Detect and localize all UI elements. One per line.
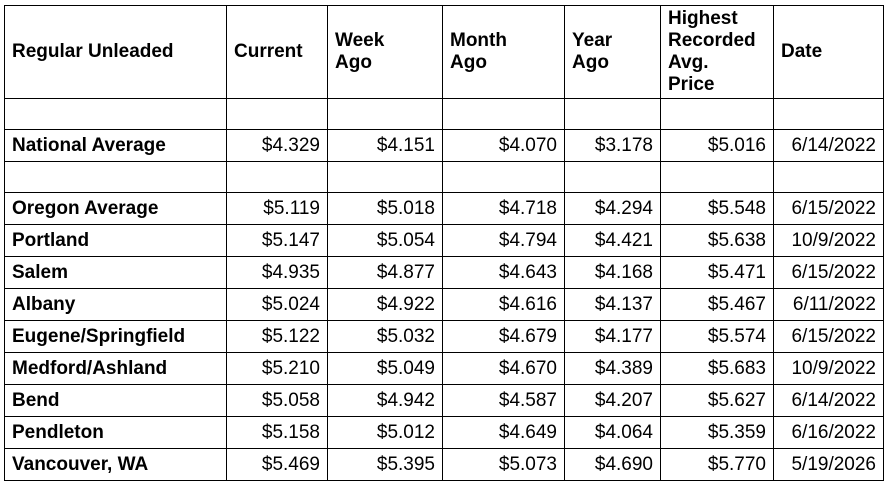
year-ago-price: $4.389 bbox=[565, 353, 661, 385]
month-ago-price: $4.649 bbox=[443, 417, 565, 449]
region-name: Bend bbox=[5, 385, 227, 417]
current-price: $5.058 bbox=[227, 385, 328, 417]
year-ago-price: $4.064 bbox=[565, 417, 661, 449]
header-date: Date bbox=[774, 6, 884, 99]
header-week-ago: Week Ago bbox=[328, 6, 443, 99]
highest-price: $5.359 bbox=[661, 417, 774, 449]
current-price: $5.469 bbox=[227, 449, 328, 481]
highest-price: $5.467 bbox=[661, 289, 774, 321]
region-name: Pendleton bbox=[5, 417, 227, 449]
month-ago-price: $4.616 bbox=[443, 289, 565, 321]
table-row bbox=[5, 417, 884, 449]
region-name: Medford/Ashland bbox=[5, 353, 227, 385]
month-ago-price: $4.670 bbox=[443, 353, 565, 385]
year-ago-price: $3.178 bbox=[565, 130, 661, 162]
current-price: $4.935 bbox=[227, 257, 328, 289]
highest-price: $5.770 bbox=[661, 449, 774, 481]
current-price: $5.024 bbox=[227, 289, 328, 321]
header-highest-recorded: Highest Recorded Avg. Price bbox=[661, 6, 774, 99]
year-ago-price: $4.207 bbox=[565, 385, 661, 417]
month-ago-price: $4.643 bbox=[443, 257, 565, 289]
month-ago-price: $4.070 bbox=[443, 130, 565, 162]
region-name: Oregon Average bbox=[5, 193, 227, 225]
current-price: $5.210 bbox=[227, 353, 328, 385]
year-ago-price: $4.177 bbox=[565, 321, 661, 353]
month-ago-price: $4.718 bbox=[443, 193, 565, 225]
year-ago-price: $4.421 bbox=[565, 225, 661, 257]
header-regular-unleaded: Regular Unleaded bbox=[5, 6, 227, 99]
week-ago-price: $5.018 bbox=[328, 193, 443, 225]
highest-date: 6/11/2022 bbox=[774, 289, 884, 321]
table-row bbox=[5, 289, 884, 321]
current-price: $5.147 bbox=[227, 225, 328, 257]
table-row bbox=[5, 449, 884, 481]
spacer-row bbox=[5, 99, 884, 130]
week-ago-price: $4.922 bbox=[328, 289, 443, 321]
week-ago-price: $5.032 bbox=[328, 321, 443, 353]
header-current: Current bbox=[227, 6, 328, 99]
year-ago-price: $4.690 bbox=[565, 449, 661, 481]
gas-price-table bbox=[4, 5, 884, 481]
month-ago-price: $4.679 bbox=[443, 321, 565, 353]
highest-date: 10/9/2022 bbox=[774, 225, 884, 257]
table-row bbox=[5, 193, 884, 225]
region-name: Portland bbox=[5, 225, 227, 257]
week-ago-price: $4.151 bbox=[328, 130, 443, 162]
highest-date: 5/19/2026 bbox=[774, 449, 884, 481]
week-ago-price: $4.942 bbox=[328, 385, 443, 417]
highest-date: 6/14/2022 bbox=[774, 130, 884, 162]
table-row bbox=[5, 321, 884, 353]
highest-date: 6/15/2022 bbox=[774, 257, 884, 289]
week-ago-price: $5.049 bbox=[328, 353, 443, 385]
region-name: National Average bbox=[5, 130, 227, 162]
month-ago-price: $5.073 bbox=[443, 449, 565, 481]
month-ago-price: $4.794 bbox=[443, 225, 565, 257]
week-ago-price: $5.054 bbox=[328, 225, 443, 257]
region-name: Vancouver, WA bbox=[5, 449, 227, 481]
week-ago-price: $5.012 bbox=[328, 417, 443, 449]
highest-price: $5.471 bbox=[661, 257, 774, 289]
highest-price: $5.683 bbox=[661, 353, 774, 385]
highest-date: 6/16/2022 bbox=[774, 417, 884, 449]
table-row bbox=[5, 353, 884, 385]
highest-date: 6/14/2022 bbox=[774, 385, 884, 417]
region-name: Albany bbox=[5, 289, 227, 321]
week-ago-price: $4.877 bbox=[328, 257, 443, 289]
table-row-national-average bbox=[5, 130, 884, 162]
year-ago-price: $4.294 bbox=[565, 193, 661, 225]
week-ago-price: $5.395 bbox=[328, 449, 443, 481]
spacer-row bbox=[5, 162, 884, 193]
current-price: $5.158 bbox=[227, 417, 328, 449]
table-row bbox=[5, 385, 884, 417]
highest-price: $5.548 bbox=[661, 193, 774, 225]
highest-price: $5.638 bbox=[661, 225, 774, 257]
header-row bbox=[5, 6, 884, 99]
year-ago-price: $4.137 bbox=[565, 289, 661, 321]
highest-date: 10/9/2022 bbox=[774, 353, 884, 385]
month-ago-price: $4.587 bbox=[443, 385, 565, 417]
highest-date: 6/15/2022 bbox=[774, 193, 884, 225]
year-ago-price: $4.168 bbox=[565, 257, 661, 289]
header-year-ago: Year Ago bbox=[565, 6, 661, 99]
highest-date: 6/15/2022 bbox=[774, 321, 884, 353]
region-name: Salem bbox=[5, 257, 227, 289]
highest-price: $5.574 bbox=[661, 321, 774, 353]
region-name: Eugene/Springfield bbox=[5, 321, 227, 353]
current-price: $5.119 bbox=[227, 193, 328, 225]
current-price: $5.122 bbox=[227, 321, 328, 353]
header-month-ago: Month Ago bbox=[443, 6, 565, 99]
highest-price: $5.016 bbox=[661, 130, 774, 162]
highest-price: $5.627 bbox=[661, 385, 774, 417]
table-row bbox=[5, 257, 884, 289]
table-row bbox=[5, 225, 884, 257]
current-price: $4.329 bbox=[227, 130, 328, 162]
